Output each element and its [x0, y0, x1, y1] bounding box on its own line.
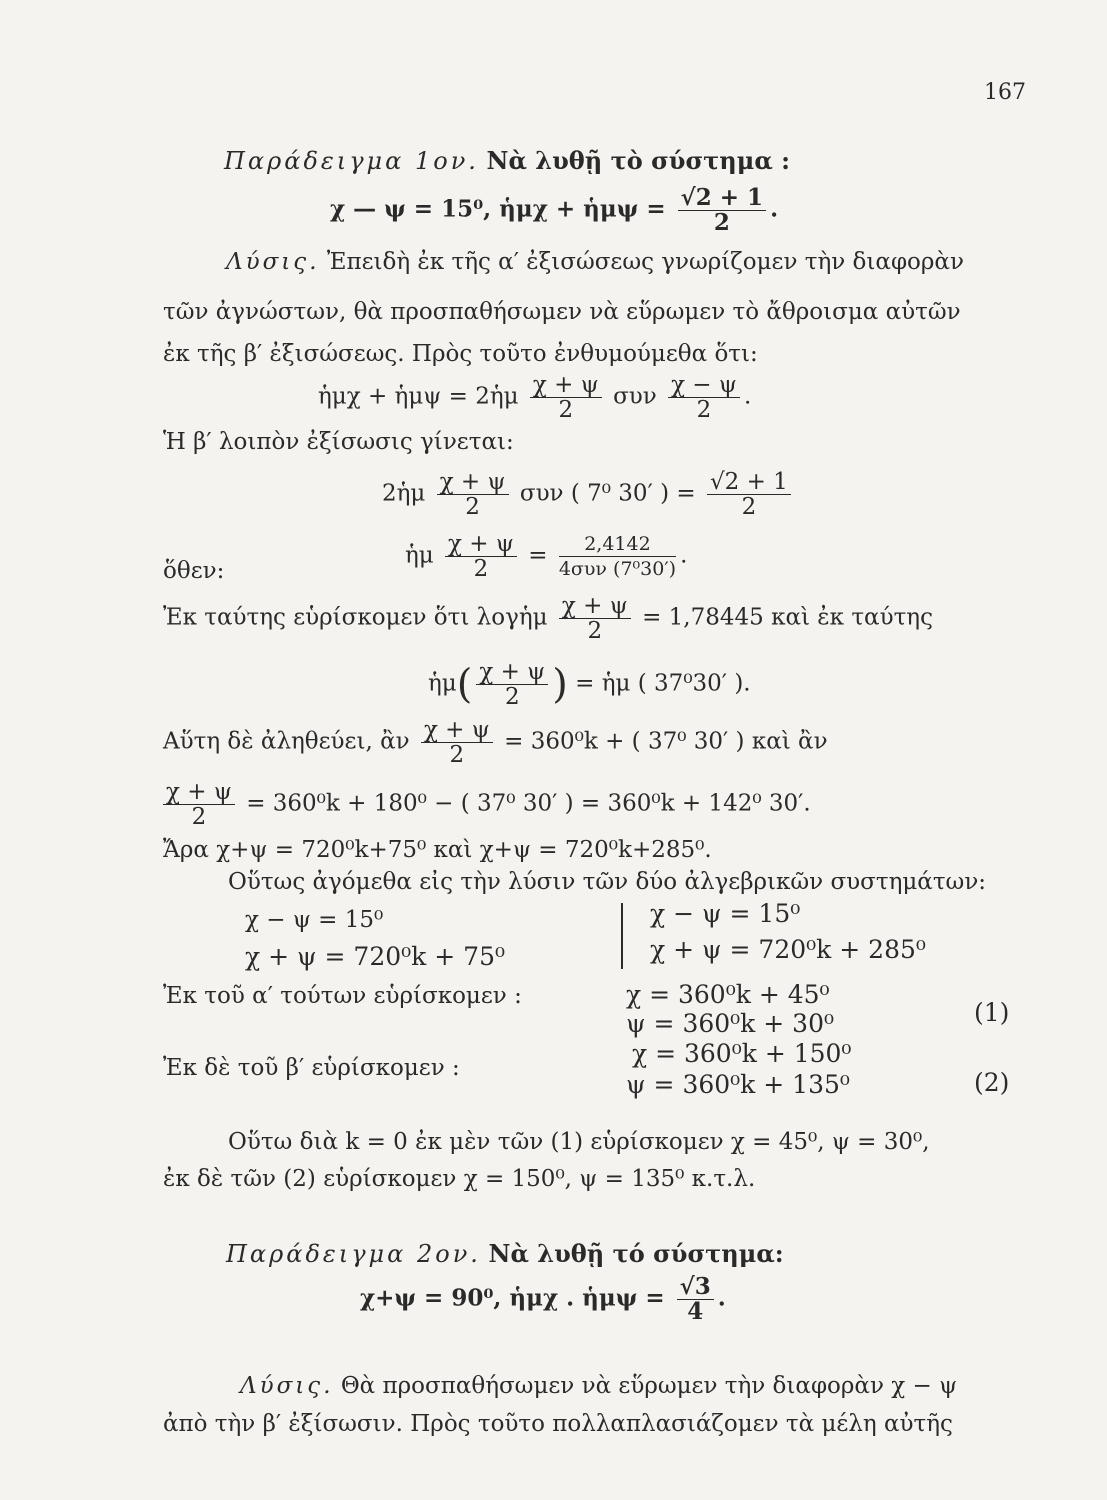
- solution-2-x: χ = 360⁰k + 150⁰: [632, 1039, 852, 1068]
- from-a-line: Ἐκ τοῦ α′ τούτων εὑρίσκομεν :: [163, 983, 522, 1009]
- equation-2: 2ἡμ $\frac{\chi + \psi}{2}$ συν ( 7⁰ 30′ ) = $\frac{√2 + 1}{2}$: [382, 470, 795, 519]
- example-2-solution-line-2: ἀπὸ τὴν β′ ἐξίσωσιν. Πρὸς τοῦτο πολλαπλασιάζομεν τὰ μέλη αὐτῆς: [163, 1411, 953, 1437]
- identity-formula: ἡμχ + ἡμψ = 2ἡμ $\frac{\chi + \psi}{2}$ συν $\frac{\chi - \psi}{2}$ .: [318, 372, 752, 423]
- solution-line-2: τῶν ἀγνώστων, θὰ προσπαθήσωμεν νὰ εὕρωμεν τὸ ἄθροισμα αὐτῶν: [163, 299, 961, 325]
- example-2-solution-label: Λύσις.: [240, 1373, 334, 1399]
- page-number: 167: [984, 80, 1026, 105]
- system-fraction: $\frac{√2 + 1}{2}$: [678, 186, 766, 235]
- conclusion-line-1: Οὕτω διὰ k = 0 ἐκ μὲν τῶν (1) εὑρίσκομεν χ = 45⁰, ψ = 30⁰,: [228, 1129, 930, 1155]
- example-2-solution-line-1: Λύσις. Θὰ προσπαθήσωμεν νὰ εὕρωμεν τὴν διαφορὰν χ − ψ: [240, 1373, 958, 1399]
- solution-line-1: Λύσις. Ἐπειδὴ ἐκ τῆς α′ ἐξισώσεως γνωρίζομεν τὴν διαφορὰν: [226, 249, 964, 275]
- solution-label: Λύσις.: [226, 249, 320, 275]
- hothen-label: ὅθεν:: [163, 558, 225, 584]
- example-1-label: Παράδειγμα 1ον.: [224, 147, 479, 175]
- example-2-system: χ+ψ = 90⁰, ἡμχ . ἡμψ = $\frac{√3}{4}$ .: [360, 1273, 726, 1325]
- equation-6: Αὕτη δὲ ἀληθεύει, ἂν $\frac{\chi + \psi}{2}$ = 360⁰k + ( 37⁰ 30′ ) καὶ ἂν: [163, 717, 828, 768]
- system-lhs: χ — ψ = 15⁰, ἡμχ + ἡμψ =: [330, 195, 666, 223]
- system-a-eq-1: χ − ψ = 15⁰: [245, 907, 384, 933]
- example-2-task: Νὰ λυθῇ τό σύστημα:: [488, 1239, 784, 1268]
- systems-divider: [621, 903, 623, 969]
- example-1-system: χ — ψ = 15⁰, ἡμχ + ἡμψ = $\frac{√2 + 1}{2}$ .: [330, 184, 779, 236]
- example-2-label: Παράδειγμα 2ον.: [226, 1240, 481, 1268]
- equation-3: ἡμ $\frac{\chi + \psi}{2}$ = $\frac{2,4142}{\text{4συν (7⁰30′)}}$ .: [405, 531, 688, 582]
- ara-line: Ἄρα χ+ψ = 720⁰k+75⁰ καὶ χ+ψ = 720⁰k+285⁰.: [163, 837, 712, 863]
- solution-1-x: χ = 360⁰k + 45⁰: [626, 980, 830, 1009]
- equation-intro: Ἡ β′ λοιπὸν ἐξίσωσις γίνεται:: [163, 429, 514, 455]
- system-a-eq-2: χ + ψ = 720⁰k + 75⁰: [245, 942, 505, 971]
- example-1-task: Νὰ λυθῇ τὸ σύστημα :: [486, 146, 791, 175]
- example-2-heading: [226, 1240, 784, 1268]
- solution-line-3: ἐκ τῆς β′ ἐξισώσεως. Πρὸς τοῦτο ἐνθυμούμεθα ὅτι:: [163, 341, 758, 367]
- conclusion-line-2: ἐκ δὲ τῶν (2) εὑρίσκομεν χ = 150⁰, ψ = 135⁰ κ.τ.λ.: [163, 1166, 756, 1192]
- from-b-line: Ἐκ δὲ τοῦ β′ εὑρίσκομεν :: [163, 1055, 460, 1081]
- solution-1-y: ψ = 360⁰k + 30⁰: [626, 1009, 835, 1038]
- equation-5: ἡμ( $\frac{\chi + \psi}{2}$ ) = ἡμ ( 37⁰30′ ).: [428, 659, 751, 710]
- system-b-eq-1: χ − ψ = 15⁰: [650, 899, 801, 928]
- equation-7: $\frac{\chi + \psi}{2}$ = 360⁰k + 180⁰ − ( 37⁰ 30′ ) = 360⁰k + 142⁰ 30′.: [163, 780, 811, 829]
- example-1-heading: [224, 147, 790, 175]
- solution-2-y: ψ = 360⁰k + 135⁰: [626, 1070, 850, 1099]
- outos-line: Οὕτως ἀγόμεθα εἰς τὴν λύσιν τῶν δύο ἀλγεβρικῶν συστημάτων:: [228, 869, 987, 895]
- system-b-eq-2: χ + ψ = 720⁰k + 285⁰: [650, 935, 926, 964]
- solution-1-tag: (1): [974, 998, 1010, 1027]
- log-line: Ἐκ ταύτης εὑρίσκομεν ὅτι λογἡμ $\frac{\chi + \psi}{2}$ = 1,78445 καὶ ἐκ ταύτης: [163, 593, 933, 644]
- solution-2-tag: (2): [974, 1068, 1010, 1097]
